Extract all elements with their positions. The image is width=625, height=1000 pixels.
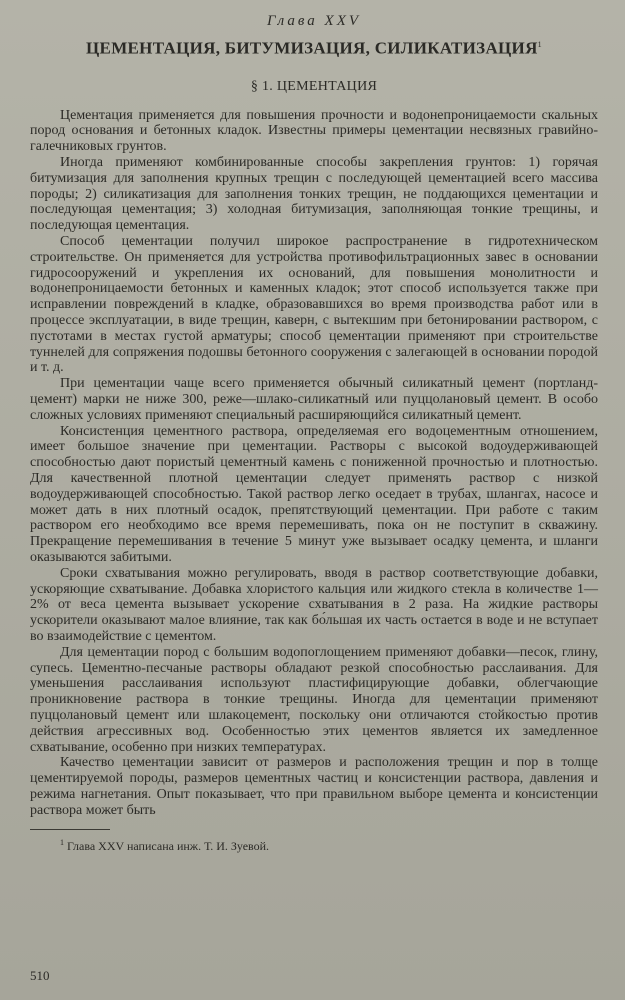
chapter-heading: Глава XXV bbox=[266, 13, 362, 29]
footnote-mark: 1 bbox=[60, 837, 64, 847]
chapter-title bbox=[30, 34, 598, 60]
page-number: 510 bbox=[30, 968, 50, 983]
footnote-divider bbox=[30, 829, 110, 830]
section-heading: § 1. ЦЕМЕНТАЦИЯ bbox=[250, 78, 378, 94]
footnote-text: Глава XXV написана инж. Т. И. Зуевой. bbox=[67, 838, 270, 853]
paragraph: Качество цементации зависит от размеров и расположения трещин и пор в толще цементируемой породы, размеров цементных частиц и консистенции раствора, давления и режима нагнетания. Опыт показывает, что при правильном выборе цемента и консистенции раствора может быть bbox=[30, 755, 598, 818]
paragraph: Сроки схватывания можно регулировать, вводя в раствор соответствующие добавки, ускоряющие схватывание. Добавка хлористого кальция или жидкого стекла в количестве 1—2% от веса цемента вызывает ускорение схватывания в 2 раза. На жидкие растворы ускорители оказывают малое влияние, так как бо́льшая их часть остается в воде и не вступает во взаимодействие с цементом. bbox=[30, 565, 598, 644]
paragraph: При цементации чаще всего применяется обычный силикатный цемент (портланд-цемент) марки не ниже 300, реже—шлако-силикатный или пуццолановый цемент. В особо сложных условиях применяют специальный расширяющийся силикатный цемент. bbox=[30, 376, 598, 423]
chapter-title-text: ЦЕМЕНТАЦИЯ, БИТУМИЗАЦИЯ, СИЛИКАТИЗАЦИЯ bbox=[86, 38, 538, 58]
paragraph: Цементация применяется для повышения прочности и водонепроницаемости скальных пород основания и бетонных кладок. Известны примеры цементации несвязных гравийно-галечниковых грунтов. bbox=[30, 107, 598, 155]
body-text bbox=[30, 108, 598, 819]
paragraph: Для цементации пород с большим водопоглощением применяют добавки—песок, глину, супесь. Цементно-песчаные растворы обладают резкой способностью расслаивания. Для уменьшения расслаивания используют пластифицирующие добавки, облегчающие проникновение раствора в тонкие трещины. Иногда для цементации применяют пуццолановый цемент или шлакоцемент, поскольку они отличаются стойкостью против действия агрессивных вод. Особенностью этих цементов является их замедленное схватывание, особенно при низких температурах. bbox=[30, 644, 598, 755]
paragraph: Способ цементации получил широкое распространение в гидротехническом строительстве. Он применяется для устройства противофильтрационных завес в основании гидросооружений и укрепления их оснований, для повышения монолитности и водонепроницаемости бетонных и каменных кладок; этот способ используется также при исправлении повреждений в кладке, образовавшихся во время производства работ или в процессе эксплуатации, в виде трещин, каверн, с вытекшим при бетонировании раствором, с пустотами в местах густой арматуры; способ цементации применяют при строительстве туннелей для сопряжения подошвы бетонного сооружения с залегающей в основании породой и т. д. bbox=[30, 234, 598, 376]
title-footnote-mark: 1 bbox=[537, 40, 542, 49]
paragraph: Консистенция цементного раствора, определяемая его водоцементным отношением, имеет большое значение при цементации. Растворы с высокой водоудерживающей способностью дают пористый цементный камень с пониженной прочностью и плотностью. Для качественной плотной цементации следует применять раствор с низкой водоудерживающей способностью. Такой раствор легко оседает в трубах, шлангах, насосе и может дать в них плотный осадок, препятствующий цементации. При работе с таким раствором его необходимо все время перемешивать, пока он не поступит в скважину. Прекращение перемешивания в течение 5 минут уже вызывает осадку цемента, и шланги оказываются забитыми. bbox=[30, 423, 598, 565]
paragraph: Иногда применяют комбинированные способы закрепления грунтов: 1) горячая битумизация для заполнения крупных трещин с последующей цементацией всего массива породы; 2) силикатизация для заполнения тонких трещин, не поддающихся цементации и последующая цементация; 3) холодная битумизация, заполняющая тонкие трещины, и последующая цементация. bbox=[30, 155, 598, 234]
page-content bbox=[30, 12, 598, 853]
footnote bbox=[60, 836, 598, 853]
